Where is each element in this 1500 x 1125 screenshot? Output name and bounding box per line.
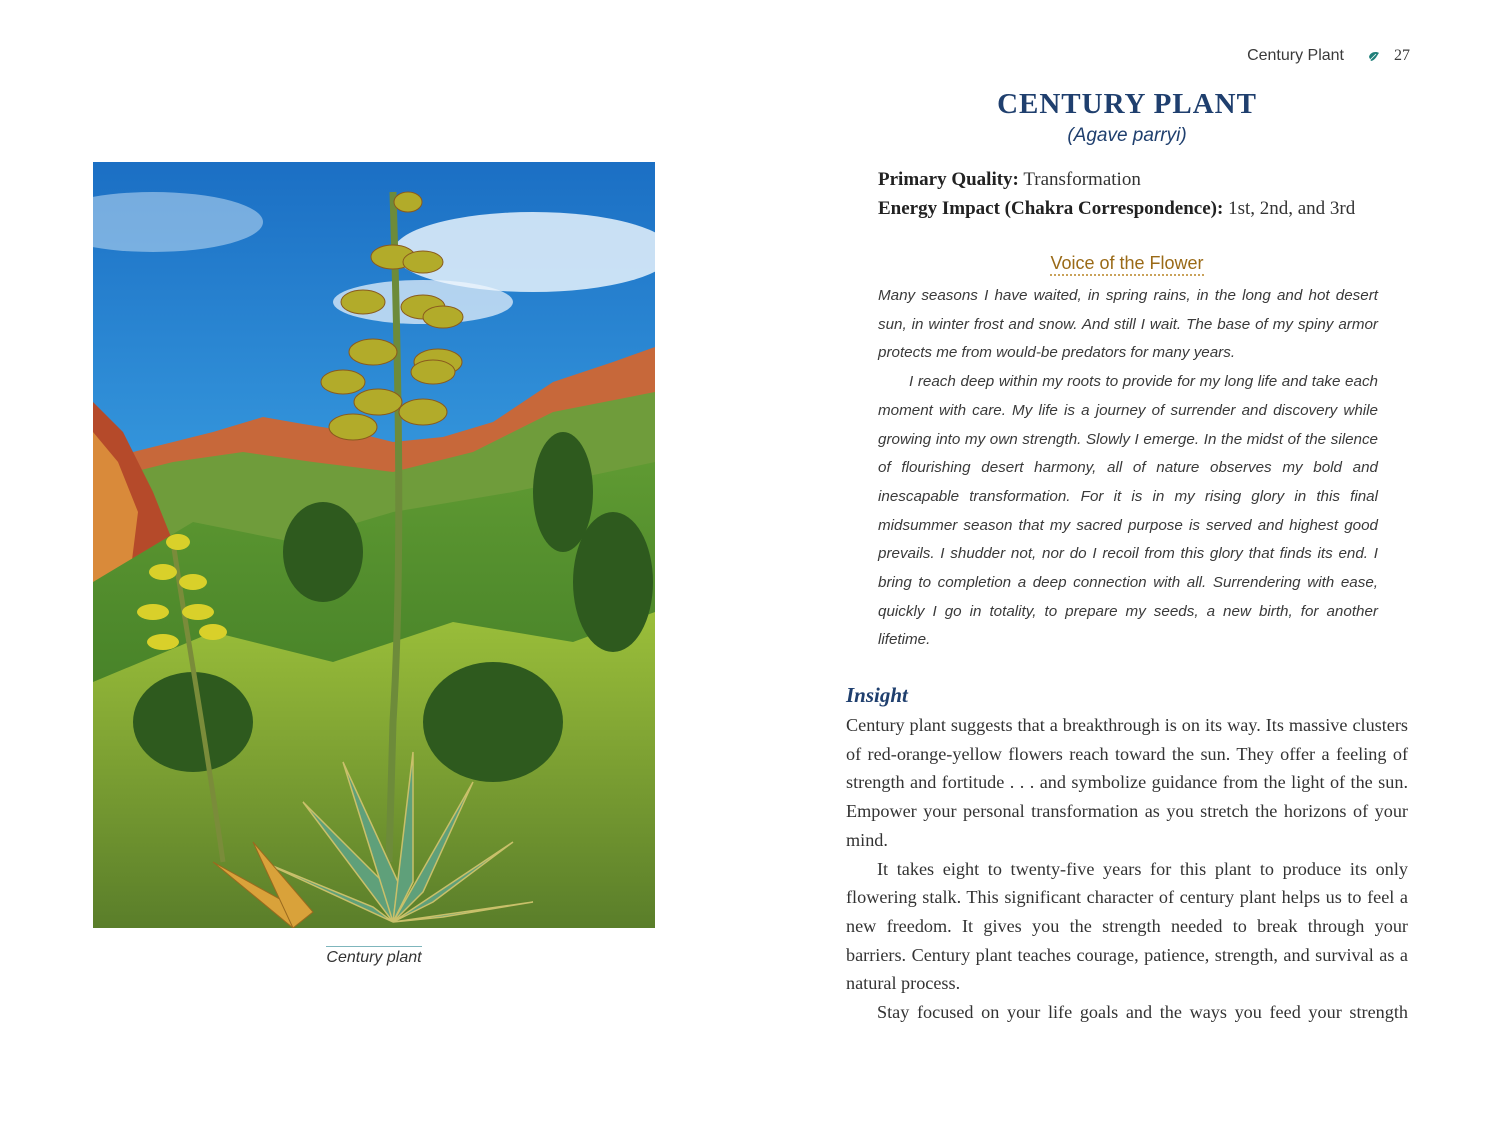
insight-paragraph: Stay focused on your life goals and the ways you feed your strength [877, 1002, 1408, 1023]
caption-rule [326, 946, 422, 947]
primary-quality-value: Transformation [1023, 169, 1141, 190]
page-title: CENTURY PLANT [997, 88, 1257, 120]
voice-paragraph: I reach deep within my roots to provide for my long life and take each moment with care. My life is a journey of surrender and discovery while growing into my own strength. Slowly I emerge. In the midst of the silence of flourishing desert harmony, all of nature observes my bold and inescapable transformation. For it is in my rising glory in this final midsummer season that my sacred purpose is served and highest good prevails. I shudder not, nor do I recoil from this glory that finds its end. I bring to completion a deep connection with all. Surrendering with ease, quickly I go in totality, to prepare my seeds, a new birth, for another lifetime. [878, 373, 1378, 649]
insight-paragraph: Century plant suggests that a breakthrough is on its way. Its massive clusters of red-orange-yellow flowers reach toward the sun. They offer a feeling of strength and fortitude . . . and symbolize guidance from the light of the sun. Empower your personal transformation as you stretch the horizons of your mind. [846, 715, 1408, 850]
page-number: 27 [1394, 47, 1410, 64]
photo-caption: Century plant [326, 949, 422, 966]
latin-name: (Agave parryi) [1067, 125, 1187, 146]
running-header [1247, 47, 1410, 65]
voice-paragraph: Many seasons I have waited, in spring rains, in the long and hot desert sun, in winter frost and snow. And still I wait. The base of my spiny armor protects me from would-be predators for many years. [878, 287, 1378, 362]
insight-heading: Insight [846, 683, 908, 707]
voice-heading [846, 253, 1408, 274]
primary-quality-label: Primary Quality: [878, 169, 1019, 190]
energy-impact-value: 1st, 2nd, and 3rd [1228, 198, 1356, 219]
century-plant-photo [93, 162, 655, 928]
primary-quality [878, 169, 1141, 191]
voice-heading-text: Voice of the Flower [1050, 253, 1203, 276]
energy-impact-label: Energy Impact (Chakra Correspondence): [878, 198, 1224, 219]
leaf-icon [1368, 50, 1380, 62]
insight-paragraph: It takes eight to twenty-five years for this plant to produce its only flowering stalk. This significant character of century plant helps us to feel a new freedom. It gives you the strength needed to break through your barriers. Century plant teaches courage, patience, strength, and survival as a natural process. [846, 858, 1408, 994]
energy-impact [878, 198, 1355, 220]
running-header-title: Century Plant [1247, 47, 1344, 64]
insight-text [846, 711, 1408, 1027]
voice-text [878, 282, 1378, 655]
